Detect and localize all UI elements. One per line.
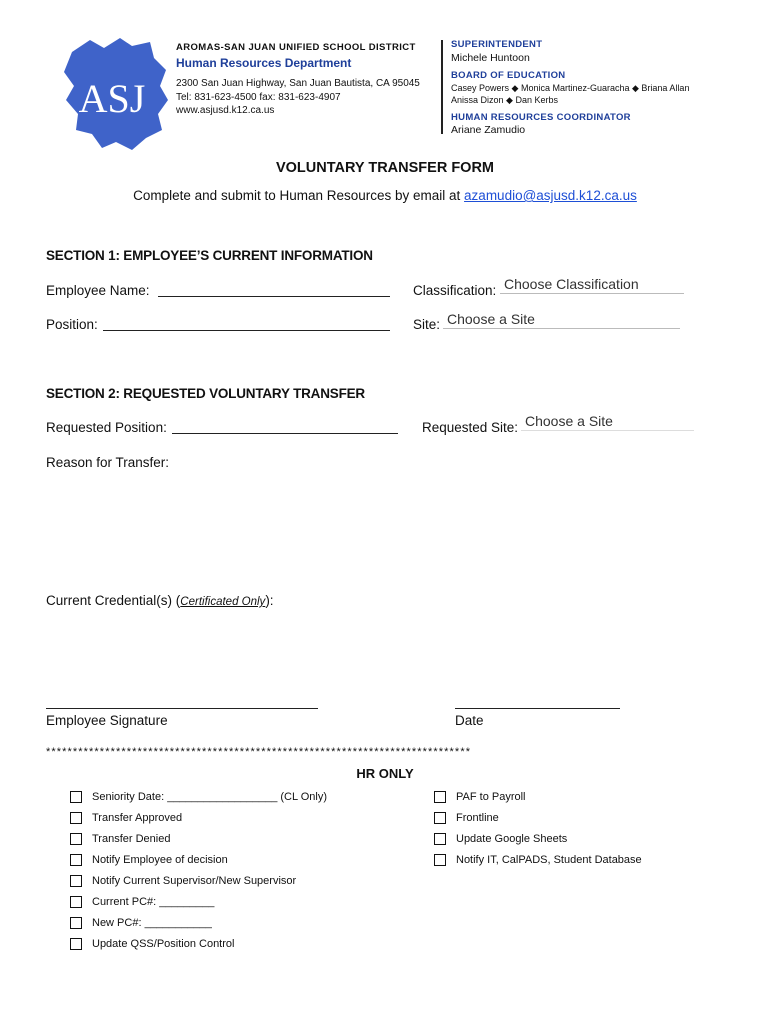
website[interactable]: www.asjusd.k12.ca.us	[176, 105, 275, 116]
board-members-2: Anissa Dizon ◆ Dan Kerbs	[451, 95, 558, 105]
hr-check-item[interactable]	[70, 870, 327, 891]
checkbox[interactable]	[70, 854, 82, 866]
checkbox[interactable]	[70, 875, 82, 887]
address: 2300 San Juan Highway, San Juan Bautista, CA 95045	[176, 78, 420, 89]
check-label: Transfer Denied	[92, 832, 171, 845]
checkbox[interactable]	[434, 833, 446, 845]
hr-check-item[interactable]	[70, 807, 327, 828]
hr-check-item[interactable]	[70, 933, 327, 954]
employee-name-field[interactable]	[158, 282, 390, 297]
check-label: Current PC#: _________	[92, 895, 215, 908]
checkbox[interactable]	[70, 791, 82, 803]
form-title: VOLUNTARY TRANSFER FORM	[275, 160, 495, 176]
requested-position-label: Requested Position:	[46, 420, 167, 435]
classification-label: Classification:	[413, 283, 497, 298]
requested-site-dropdown[interactable]: Choose a Site	[521, 413, 694, 431]
signature-line[interactable]	[46, 708, 318, 709]
credentials-note: Certificated Only	[180, 596, 266, 608]
check-label: Update Google Sheets	[456, 832, 568, 845]
requested-site-label: Requested Site:	[422, 420, 519, 435]
checkbox[interactable]	[70, 938, 82, 950]
position-field[interactable]	[103, 316, 390, 331]
credentials-label-text: Current Credential(s) (	[46, 593, 181, 608]
checkbox[interactable]	[434, 854, 446, 866]
asterisk-divider: *******************************************************************************	[46, 746, 472, 758]
check-label: PAF to Payroll	[456, 790, 526, 803]
hr-check-item[interactable]	[434, 849, 642, 870]
reason-field[interactable]	[46, 476, 726, 586]
check-label: New PC#: ___________	[92, 916, 212, 929]
reason-label: Reason for Transfer:	[46, 455, 170, 470]
hr-check-item[interactable]	[434, 807, 642, 828]
checkbox[interactable]	[70, 812, 82, 824]
check-label: Transfer Approved	[92, 811, 183, 824]
hr-check-item[interactable]	[70, 828, 327, 849]
checkbox[interactable]	[70, 833, 82, 845]
phone-fax: Tel: 831-623-4500 fax: 831-623-4907	[176, 91, 341, 103]
check-label: Seniority Date: __________________ (CL Only)	[92, 790, 328, 803]
logo-text: ASJ	[78, 76, 146, 121]
check-label: Notify IT, CalPADS, Student Database	[456, 853, 642, 866]
check-label: Notify Employee of decision	[92, 853, 228, 866]
classification-dropdown[interactable]: Choose Classification	[500, 276, 684, 294]
hr-check-item[interactable]	[70, 849, 327, 870]
letterhead-divider	[441, 40, 443, 134]
date-label: Date	[455, 713, 484, 728]
hr-coordinator-heading: HUMAN RESOURCES COORDINATOR	[451, 112, 631, 123]
date-line[interactable]	[455, 708, 620, 709]
signature-label: Employee Signature	[46, 713, 168, 728]
checkbox[interactable]	[70, 896, 82, 908]
board-members-1: Casey Powers ◆ Monica Martinez-Guaracha ◆ Briana Allan	[451, 83, 690, 93]
credentials-field[interactable]	[46, 614, 726, 694]
hr-left-checklist	[70, 786, 327, 954]
hr-check-item[interactable]	[70, 912, 327, 933]
check-label: Frontline	[456, 811, 499, 824]
email-link[interactable]: azamudio@asjusd.k12.ca.us	[464, 188, 637, 203]
checkbox[interactable]	[434, 812, 446, 824]
hr-check-item[interactable]	[434, 786, 642, 807]
hr-coordinator-name: Ariane Zamudio	[451, 124, 526, 136]
hr-check-item[interactable]	[70, 786, 327, 807]
site-label: Site:	[413, 317, 441, 332]
credentials-label-suffix: ):	[265, 593, 274, 608]
site-dropdown[interactable]: Choose a Site	[443, 311, 680, 329]
district-name: AROMAS-SAN JUAN UNIFIED SCHOOL DISTRICT	[176, 42, 416, 53]
leadership-block	[451, 39, 689, 136]
hr-check-item[interactable]	[434, 828, 642, 849]
checkbox[interactable]	[434, 791, 446, 803]
instructions-text: Complete and submit to Human Resources by email at	[133, 188, 465, 203]
section2-heading: SECTION 2: REQUESTED VOLUNTARY TRANSFER	[46, 386, 365, 401]
checkbox[interactable]	[70, 917, 82, 929]
district-contact	[176, 77, 420, 118]
hr-check-item[interactable]	[70, 891, 327, 912]
board-heading: BOARD OF EDUCATION	[451, 70, 566, 81]
section1-heading: SECTION 1: EMPLOYEE’S CURRENT INFORMATION	[46, 248, 373, 263]
hr-right-checklist	[434, 786, 642, 870]
requested-position-field[interactable]	[172, 419, 398, 434]
department-name: Human Resources Department	[176, 56, 352, 70]
superintendent-heading: SUPERINTENDENT	[451, 39, 543, 50]
check-label: Notify Current Supervisor/New Supervisor	[92, 874, 297, 887]
form-instructions	[0, 188, 770, 203]
position-label: Position:	[46, 317, 98, 332]
district-logo	[62, 34, 172, 152]
credentials-label	[46, 593, 274, 608]
check-label: Update QSS/Position Control	[92, 937, 235, 950]
superintendent-name: Michele Huntoon	[451, 52, 530, 64]
employee-name-label: Employee Name:	[46, 283, 150, 298]
hr-only-heading: HR ONLY	[356, 766, 414, 781]
